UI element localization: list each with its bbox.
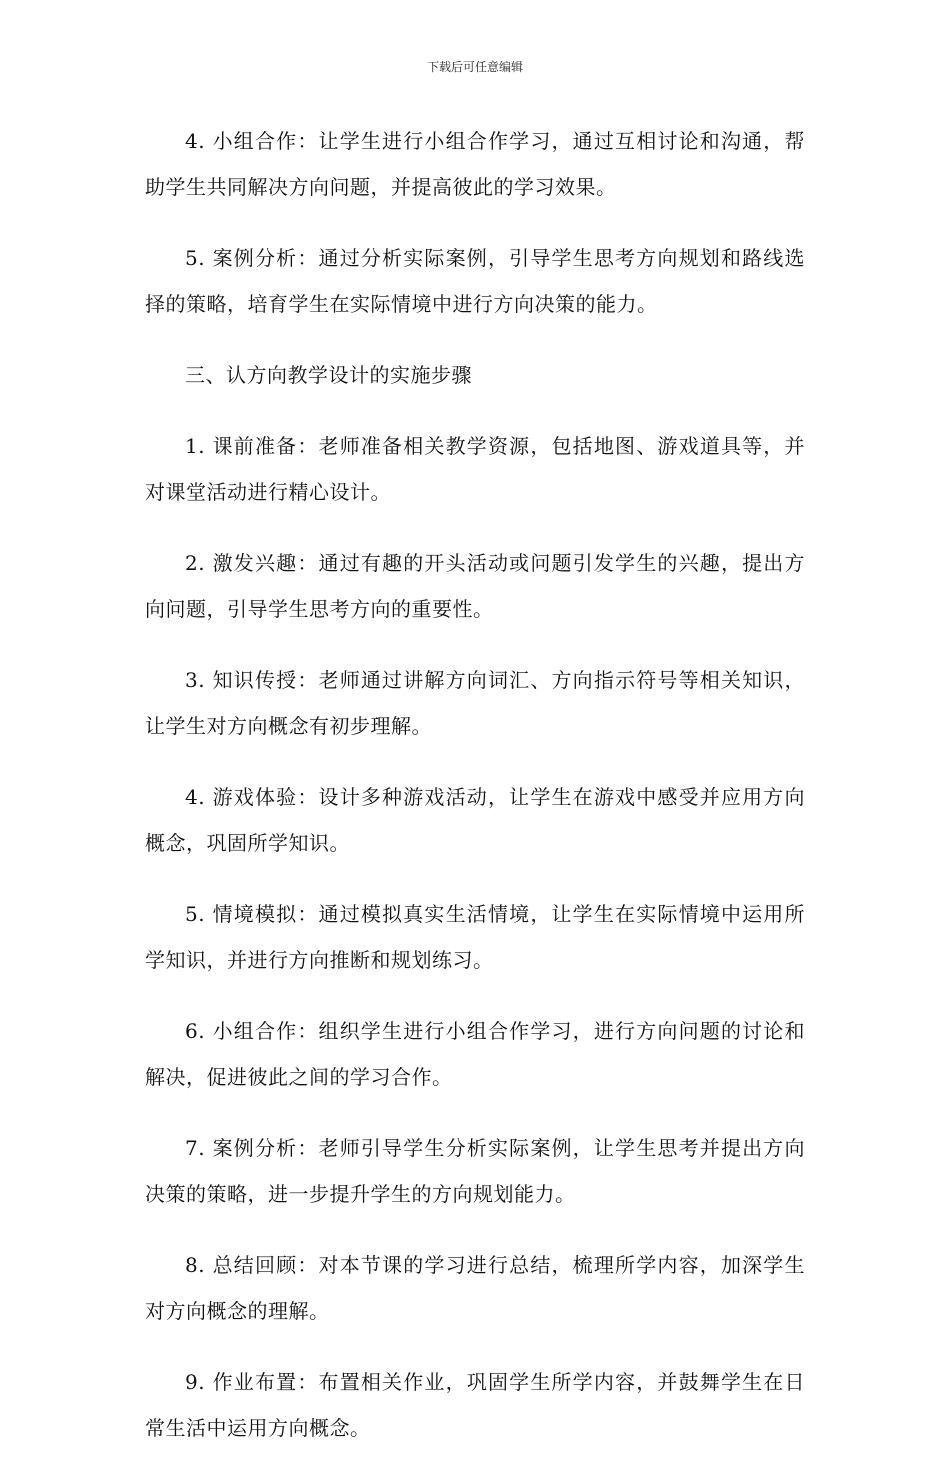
document-body [145,118,805,1476]
paragraph: 5. 情境模拟：通过模拟真实生活情境，让学生在实际情境中运用所学知识，并进行方向推断和规划练习。 [145,902,805,972]
paragraph: 5. 案例分析：通过分析实际案例，引导学生思考方向规划和路线选择的策略，培育学生在实际情境中进行方向决策的能力。 [145,246,805,316]
section-heading: 三、认方向教学设计的实施步骤 [185,363,472,387]
paragraph: 9. 作业布置：布置相关作业，巩固学生所学内容，并鼓舞学生在日常生活中运用方向概念。 [145,1370,805,1440]
page-header: 下载后可任意编辑 [426,60,523,74]
paragraph: 3. 知识传授：老师通过讲解方向词汇、方向指示符号等相关知识，让学生对方向概念有初步理解。 [145,668,805,738]
paragraph: 8. 总结回顾：对本节课的学习进行总结，梳理所学内容，加深学生对方向概念的理解。 [145,1253,805,1323]
paragraph: 4. 小组合作：让学生进行小组合作学习，通过互相讨论和沟通，帮助学生共同解决方向问题，并提高彼此的学习效果。 [145,129,805,199]
paragraph: 1. 课前准备：老师准备相关教学资源，包括地图、游戏道具等，并对课堂活动进行精心设计。 [145,434,805,504]
paragraph: 6. 小组合作：组织学生进行小组合作学习，进行方向问题的讨论和解决，促进彼此之间的学习合作。 [145,1019,805,1089]
paragraph: 7. 案例分析：老师引导学生分析实际案例，让学生思考并提出方向决策的策略，进一步提升学生的方向规划能力。 [145,1136,805,1206]
paragraph: 2. 激发兴趣：通过有趣的开头活动或问题引发学生的兴趣，提出方向问题，引导学生思考方向的重要性。 [145,551,805,621]
paragraph: 4. 游戏体验：设计多种游戏活动，让学生在游戏中感受并应用方向概念，巩固所学知识。 [145,785,805,855]
